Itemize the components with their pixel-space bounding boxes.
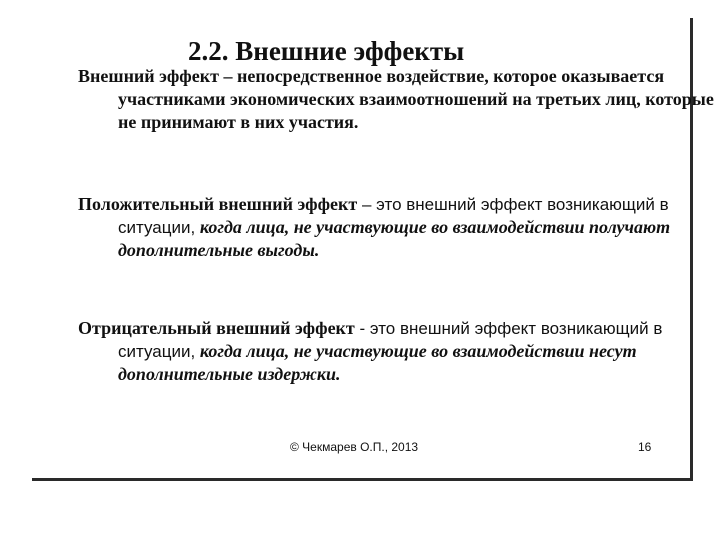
negative-effect-text: - это внешний эффект возникающий в ситуации, [118,319,663,361]
negative-effect-term: Отрицательный внешний эффект [78,318,355,338]
negative-effect-emphasis: когда лица, не участвующие во взаимодействии несут дополнительные издержки. [118,341,637,384]
page-number: 16 [638,440,652,454]
negative-effect-paragraph [78,317,718,386]
positive-effect-emphasis: когда лица, не участвующие во взаимодействии получают дополнительные выгоды. [118,217,671,260]
positive-effect-text: – это внешний эффект возникающий в ситуации, [118,195,669,237]
slide-title: 2.2. Внешние эффекты [188,36,465,66]
positive-effect-term: Положительный внешний эффект [78,194,358,214]
definition-paragraph: Внешний эффект – непосредственное воздействие, которое оказывается участниками экономических взаимоотношений на третьих лиц, которые не принимают в них участия. [78,66,714,132]
copyright-footer: © Чекмарев О.П., 2013 [290,440,419,454]
positive-effect-paragraph [78,193,718,262]
